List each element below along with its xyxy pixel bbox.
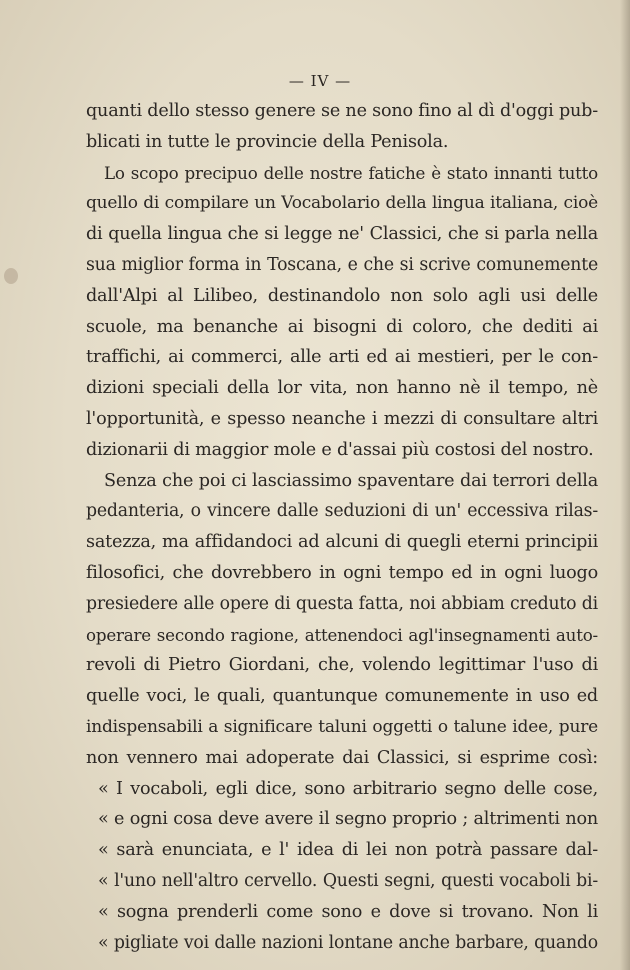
- quote-line: « e ogni cosa deve avere il segno proprio ; altrimenti non: [98, 809, 598, 830]
- text-line: non vennero mai adoperate dai Classici, si esprime così:: [86, 747, 598, 768]
- quote-line: « sogna prenderli come sono e dove si trovano. Non li: [98, 901, 598, 922]
- text-line: dall'Alpi al Lilibeo, destinandolo non solo agli usi delle: [86, 285, 598, 306]
- text-line: pedanteria, o vincere dalle seduzioni di un' eccessiva rilas-: [86, 501, 598, 522]
- text-line: indispensabili a significare taluni oggetti o talune idee, pure: [86, 716, 598, 737]
- text-line: quanti dello stesso genere se ne sono fino al dì d'oggi pub-: [86, 101, 598, 121]
- text-line: presiedere alle opere di questa fatta, noi abbiam creduto di: [86, 593, 598, 614]
- text-line: quelle voci, le quali, quantunque comunemente in uso ed: [86, 686, 598, 707]
- body-text: [86, 96, 598, 958]
- text-line: scuole, ma benanche ai bisogni di coloro, che dediti ai: [86, 316, 598, 337]
- text-line: dizioni speciali della lor vita, non hanno nè il tempo, nè: [86, 378, 598, 399]
- text-line: revoli di Pietro Giordani, che, volendo legittimar l'uso di: [86, 655, 598, 676]
- text-line: l'opportunità, e spesso neanche i mezzi di consultare altri: [86, 408, 598, 429]
- quote-line: « I vocaboli, egli dice, sono arbitrario segno delle cose,: [98, 778, 598, 799]
- text-line: blicati in tutte le provincie della Penisola.: [86, 131, 449, 152]
- text-line: Lo scopo precipuo delle nostre fatiche è stato innanti tutto: [104, 162, 598, 183]
- running-head: — IV —: [288, 72, 352, 90]
- quote-line: « sarà enunciata, e l' idea di lei non potrà passare dal-: [98, 840, 598, 861]
- text-line: di quella lingua che si legge ne' Classici, che si parla nella: [86, 224, 598, 245]
- text-line: dizionarii di maggior mole e d'assai più costosi del nostro.: [86, 439, 594, 460]
- text-line: operare secondo ragione, attenendoci agl'insegnamenti auto-: [86, 624, 598, 645]
- text-line: sua miglior forma in Toscana, e che si scrive comunemente: [86, 254, 598, 275]
- page-edge-shadow: [620, 0, 630, 970]
- text-line: satezza, ma affidandoci ad alcuni di quegli eterni principii: [86, 532, 598, 553]
- ink-smudge: [4, 268, 18, 284]
- text-line: traffichi, ai commerci, alle arti ed ai mestieri, per le con-: [86, 347, 598, 368]
- text-line: Senza che poi ci lasciassimo spaventare dai terrori della: [104, 470, 598, 491]
- text-line: quello di compilare un Vocabolario della lingua italiana, cioè: [86, 193, 598, 214]
- quote-line: « l'uno nell'altro cervello. Questi segni, questi vocaboli bi-: [98, 870, 598, 891]
- text-line: filosofici, che dovrebbero in ogni tempo ed in ogni luogo: [86, 562, 598, 583]
- quote-line: « pigliate voi dalle nazioni lontane anche barbare, quando: [98, 932, 598, 953]
